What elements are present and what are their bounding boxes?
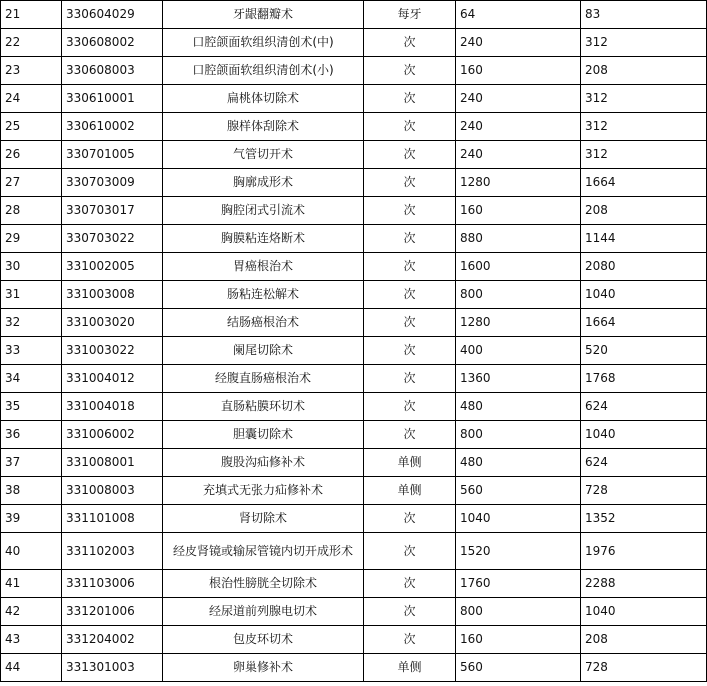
table-row xyxy=(1,141,707,169)
price-a-cell: 800 xyxy=(456,421,581,449)
billing-unit-cell: 次 xyxy=(364,85,456,113)
billing-unit-cell: 次 xyxy=(364,598,456,626)
table-row xyxy=(1,598,707,626)
item-code-cell: 330703022 xyxy=(62,225,163,253)
row-number-cell: 41 xyxy=(1,570,62,598)
row-number-cell: 36 xyxy=(1,421,62,449)
price-b-cell: 2080 xyxy=(581,253,707,281)
item-code-cell: 330608002 xyxy=(62,29,163,57)
item-name-cell: 结肠癌根治术 xyxy=(163,309,364,337)
item-name-cell: 经腹直肠癌根治术 xyxy=(163,365,364,393)
table-row xyxy=(1,113,707,141)
item-code-cell: 331002005 xyxy=(62,253,163,281)
item-name-cell: 腹股沟疝修补术 xyxy=(163,449,364,477)
item-name-cell: 经皮肾镜或输尿管镜内切开成形术 xyxy=(163,533,364,570)
price-a-cell: 160 xyxy=(456,57,581,85)
row-number-cell: 32 xyxy=(1,309,62,337)
price-b-cell: 728 xyxy=(581,654,707,682)
item-code-cell: 331008001 xyxy=(62,449,163,477)
item-code-cell: 330608003 xyxy=(62,57,163,85)
price-a-cell: 1360 xyxy=(456,365,581,393)
price-a-cell: 1600 xyxy=(456,253,581,281)
row-number-cell: 39 xyxy=(1,505,62,533)
row-number-cell: 22 xyxy=(1,29,62,57)
item-name-cell: 口腔颌面软组织清创术(小) xyxy=(163,57,364,85)
table-row xyxy=(1,570,707,598)
row-number-cell: 30 xyxy=(1,253,62,281)
row-number-cell: 29 xyxy=(1,225,62,253)
price-a-cell: 160 xyxy=(456,626,581,654)
item-code-cell: 331006002 xyxy=(62,421,163,449)
table-row xyxy=(1,309,707,337)
billing-unit-cell: 次 xyxy=(364,281,456,309)
billing-unit-cell: 次 xyxy=(364,365,456,393)
price-b-cell: 1768 xyxy=(581,365,707,393)
row-number-cell: 24 xyxy=(1,85,62,113)
billing-unit-cell: 次 xyxy=(364,197,456,225)
row-number-cell: 25 xyxy=(1,113,62,141)
item-code-cell: 331004012 xyxy=(62,365,163,393)
billing-unit-cell: 次 xyxy=(364,626,456,654)
item-name-cell: 阑尾切除术 xyxy=(163,337,364,365)
table-row xyxy=(1,29,707,57)
item-code-cell: 331004018 xyxy=(62,393,163,421)
item-name-cell: 卵巢修补术 xyxy=(163,654,364,682)
price-a-cell: 1040 xyxy=(456,505,581,533)
item-code-cell: 331102003 xyxy=(62,533,163,570)
table-row xyxy=(1,57,707,85)
item-name-cell: 充填式无张力疝修补术 xyxy=(163,477,364,505)
billing-unit-cell: 单侧 xyxy=(364,654,456,682)
price-b-cell: 1352 xyxy=(581,505,707,533)
item-name-cell: 气管切开术 xyxy=(163,141,364,169)
price-a-cell: 800 xyxy=(456,281,581,309)
item-name-cell: 肾切除术 xyxy=(163,505,364,533)
table-row xyxy=(1,253,707,281)
table-body xyxy=(1,1,707,682)
price-b-cell: 208 xyxy=(581,57,707,85)
item-code-cell: 331003008 xyxy=(62,281,163,309)
price-b-cell: 312 xyxy=(581,85,707,113)
billing-unit-cell: 单侧 xyxy=(364,449,456,477)
row-number-cell: 31 xyxy=(1,281,62,309)
item-code-cell: 330703017 xyxy=(62,197,163,225)
item-name-cell: 胸膜粘连烙断术 xyxy=(163,225,364,253)
price-b-cell: 208 xyxy=(581,626,707,654)
price-b-cell: 1040 xyxy=(581,421,707,449)
row-number-cell: 40 xyxy=(1,533,62,570)
item-code-cell: 330604029 xyxy=(62,1,163,29)
table-row xyxy=(1,505,707,533)
billing-unit-cell: 次 xyxy=(364,225,456,253)
price-b-cell: 312 xyxy=(581,141,707,169)
price-a-cell: 880 xyxy=(456,225,581,253)
price-a-cell: 1760 xyxy=(456,570,581,598)
price-a-cell: 1280 xyxy=(456,169,581,197)
price-b-cell: 1664 xyxy=(581,309,707,337)
price-a-cell: 160 xyxy=(456,197,581,225)
table-row xyxy=(1,85,707,113)
price-a-cell: 480 xyxy=(456,449,581,477)
item-code-cell: 331008003 xyxy=(62,477,163,505)
billing-unit-cell: 次 xyxy=(364,533,456,570)
row-number-cell: 21 xyxy=(1,1,62,29)
item-name-cell: 胆囊切除术 xyxy=(163,421,364,449)
item-name-cell: 扁桃体切除术 xyxy=(163,85,364,113)
price-b-cell: 208 xyxy=(581,197,707,225)
price-a-cell: 400 xyxy=(456,337,581,365)
table-row xyxy=(1,169,707,197)
table-row xyxy=(1,393,707,421)
row-number-cell: 23 xyxy=(1,57,62,85)
billing-unit-cell: 次 xyxy=(364,421,456,449)
table-row xyxy=(1,281,707,309)
billing-unit-cell: 次 xyxy=(364,570,456,598)
price-b-cell: 624 xyxy=(581,449,707,477)
row-number-cell: 38 xyxy=(1,477,62,505)
item-name-cell: 包皮环切术 xyxy=(163,626,364,654)
item-code-cell: 331204002 xyxy=(62,626,163,654)
row-number-cell: 34 xyxy=(1,365,62,393)
table-row xyxy=(1,421,707,449)
row-number-cell: 44 xyxy=(1,654,62,682)
item-code-cell: 331201006 xyxy=(62,598,163,626)
item-code-cell: 331103006 xyxy=(62,570,163,598)
price-a-cell: 240 xyxy=(456,113,581,141)
price-b-cell: 1664 xyxy=(581,169,707,197)
item-name-cell: 牙龈翻瓣术 xyxy=(163,1,364,29)
row-number-cell: 43 xyxy=(1,626,62,654)
table-row xyxy=(1,365,707,393)
table-row xyxy=(1,197,707,225)
row-number-cell: 42 xyxy=(1,598,62,626)
table-row xyxy=(1,449,707,477)
item-name-cell: 胃癌根治术 xyxy=(163,253,364,281)
item-name-cell: 腺样体刮除术 xyxy=(163,113,364,141)
item-name-cell: 直肠粘膜环切术 xyxy=(163,393,364,421)
billing-unit-cell: 单侧 xyxy=(364,477,456,505)
table-row xyxy=(1,626,707,654)
table-row xyxy=(1,1,707,29)
item-code-cell: 330610002 xyxy=(62,113,163,141)
price-a-cell: 1520 xyxy=(456,533,581,570)
price-b-cell: 1040 xyxy=(581,598,707,626)
item-code-cell: 331003022 xyxy=(62,337,163,365)
row-number-cell: 28 xyxy=(1,197,62,225)
item-name-cell: 肠粘连松解术 xyxy=(163,281,364,309)
billing-unit-cell: 次 xyxy=(364,505,456,533)
row-number-cell: 33 xyxy=(1,337,62,365)
item-name-cell: 胸腔闭式引流术 xyxy=(163,197,364,225)
table-row xyxy=(1,654,707,682)
row-number-cell: 26 xyxy=(1,141,62,169)
item-name-cell: 根治性膀胱全切除术 xyxy=(163,570,364,598)
price-b-cell: 2288 xyxy=(581,570,707,598)
price-a-cell: 1280 xyxy=(456,309,581,337)
billing-unit-cell: 次 xyxy=(364,141,456,169)
row-number-cell: 27 xyxy=(1,169,62,197)
item-name-cell: 胸廓成形术 xyxy=(163,169,364,197)
billing-unit-cell: 次 xyxy=(364,309,456,337)
table-row xyxy=(1,337,707,365)
price-a-cell: 64 xyxy=(456,1,581,29)
billing-unit-cell: 次 xyxy=(364,29,456,57)
price-a-cell: 800 xyxy=(456,598,581,626)
price-a-cell: 480 xyxy=(456,393,581,421)
price-b-cell: 624 xyxy=(581,393,707,421)
row-number-cell: 37 xyxy=(1,449,62,477)
item-code-cell: 331003020 xyxy=(62,309,163,337)
price-b-cell: 312 xyxy=(581,113,707,141)
item-name-cell: 口腔颌面软组织清创术(中) xyxy=(163,29,364,57)
price-a-cell: 240 xyxy=(456,141,581,169)
price-a-cell: 560 xyxy=(456,477,581,505)
billing-unit-cell: 次 xyxy=(364,169,456,197)
billing-unit-cell: 次 xyxy=(364,113,456,141)
item-code-cell: 330610001 xyxy=(62,85,163,113)
billing-unit-cell: 每牙 xyxy=(364,1,456,29)
billing-unit-cell: 次 xyxy=(364,57,456,85)
table-row xyxy=(1,225,707,253)
table-row xyxy=(1,533,707,570)
price-a-cell: 240 xyxy=(456,85,581,113)
price-b-cell: 83 xyxy=(581,1,707,29)
item-code-cell: 330701005 xyxy=(62,141,163,169)
item-code-cell: 331301003 xyxy=(62,654,163,682)
billing-unit-cell: 次 xyxy=(364,337,456,365)
price-b-cell: 1040 xyxy=(581,281,707,309)
price-a-cell: 240 xyxy=(456,29,581,57)
price-b-cell: 1976 xyxy=(581,533,707,570)
price-b-cell: 520 xyxy=(581,337,707,365)
price-b-cell: 312 xyxy=(581,29,707,57)
price-a-cell: 560 xyxy=(456,654,581,682)
item-code-cell: 331101008 xyxy=(62,505,163,533)
price-b-cell: 728 xyxy=(581,477,707,505)
table-row xyxy=(1,477,707,505)
billing-unit-cell: 次 xyxy=(364,253,456,281)
item-code-cell: 330703009 xyxy=(62,169,163,197)
billing-unit-cell: 次 xyxy=(364,393,456,421)
price-b-cell: 1144 xyxy=(581,225,707,253)
item-name-cell: 经尿道前列腺电切术 xyxy=(163,598,364,626)
row-number-cell: 35 xyxy=(1,393,62,421)
